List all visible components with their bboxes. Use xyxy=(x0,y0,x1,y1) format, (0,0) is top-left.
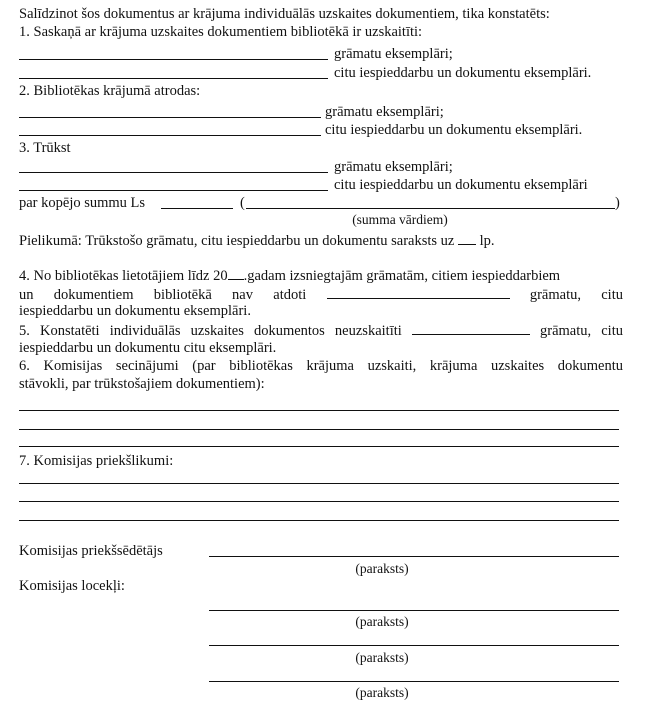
member-2-signature-caption: (paraksts) xyxy=(355,650,409,665)
s1-heading: 1. Saskaņā ar krājuma uzskaites dokumentiem bibliotēkā ir uzskaitīti: xyxy=(19,24,423,40)
s3-sum-label: par kopējo summu Ls xyxy=(19,195,146,211)
members-label: Komisijas locekļi: xyxy=(19,578,125,594)
s3-attach-pages-field[interactable] xyxy=(458,230,476,245)
member-1-signature-caption: (paraksts) xyxy=(355,614,409,629)
s3-books-label: grāmatu eksemplāri; xyxy=(334,159,453,175)
s2-heading: 2. Bibliotēkas krājumā atrodas: xyxy=(19,83,201,99)
member-3-signature-caption: (paraksts) xyxy=(355,685,409,700)
s3-books-field[interactable] xyxy=(19,172,328,173)
s7-proposals-line-2[interactable] xyxy=(19,501,619,502)
s7-proposals-line-1[interactable] xyxy=(19,483,619,484)
s3-sum-amount-field[interactable] xyxy=(161,208,233,209)
s1-other-field[interactable] xyxy=(19,78,328,79)
s4-line2-b: grāmatu, citu xyxy=(529,287,623,303)
s4-line2-a: un dokumentiem bibliotēkā nav atdoti xyxy=(19,287,307,303)
s4-line1-after: .gadam izsniegtajām grāmatām, citiem iespieddarbiem xyxy=(243,268,561,284)
s5-line1 xyxy=(19,320,623,340)
chair-label: Komisijas priekšsēdētājs xyxy=(19,543,163,559)
s1-books-field[interactable] xyxy=(19,59,328,60)
s4-line3: iespieddarbu un dokumentu eksemplāri. xyxy=(19,303,251,319)
s6-conclusions-line-2[interactable] xyxy=(19,429,619,430)
s3-attach-after: lp. xyxy=(479,233,495,249)
s4-line1 xyxy=(19,265,560,285)
s4-line1-before: 4. No bibliotēkas lietotājiem līdz 20 xyxy=(19,268,228,284)
s7-proposals-line-3[interactable] xyxy=(19,520,619,521)
s4-year-field[interactable] xyxy=(228,265,244,280)
s2-other-field[interactable] xyxy=(19,135,321,136)
s3-sum-words-field[interactable] xyxy=(246,208,615,209)
intro-text: Salīdzinot šos dokumentus ar krājuma individuālās uzskaites dokumentiem, tika konstatēts: xyxy=(19,6,550,22)
member-1-signature-line[interactable] xyxy=(209,610,619,611)
s2-other-label: citu iespieddarbu un dokumentu eksemplāri. xyxy=(325,122,583,138)
s6-conclusions-line-1[interactable] xyxy=(19,410,619,411)
member-2-signature-line[interactable] xyxy=(209,645,619,646)
s4-count-field[interactable] xyxy=(327,284,510,299)
s5-count-field[interactable] xyxy=(412,320,530,335)
s3-other-field[interactable] xyxy=(19,190,328,191)
s5-line1-a: 5. Konstatēti individuālās uzskaites dokumentos neuzskaitīti xyxy=(19,323,402,339)
s6-line2: stāvokli, par trūkstošajiem dokumentiem): xyxy=(19,376,265,392)
s3-other-label: citu iespieddarbu un dokumentu eksemplāri xyxy=(334,177,588,193)
s3-attachment-line xyxy=(19,230,495,250)
s1-books-label: grāmatu eksemplāri; xyxy=(334,46,453,62)
s1-other-label: citu iespieddarbu un dokumentu eksemplāri. xyxy=(334,65,592,81)
s3-paren-close: ) xyxy=(615,195,620,211)
s3-attach-before: Pielikumā: Trūkstošo grāmatu, citu iespieddarbu un dokumentu saraksts uz xyxy=(19,233,455,249)
s2-books-field[interactable] xyxy=(19,117,321,118)
chair-signature-line[interactable] xyxy=(209,556,619,557)
s5-line1-b: grāmatu, citu xyxy=(540,323,623,339)
s4-line2 xyxy=(19,284,623,304)
s7-heading: 7. Komisijas priekšlikumi: xyxy=(19,453,174,469)
s2-books-label: grāmatu eksemplāri; xyxy=(325,104,444,120)
s3-paren-open: ( xyxy=(240,195,245,211)
s3-heading: 3. Trūkst xyxy=(19,140,71,156)
s5-line2: iespieddarbu un dokumentu citu eksemplāri. xyxy=(19,340,277,356)
chair-signature-caption: (paraksts) xyxy=(355,561,409,576)
member-3-signature-line[interactable] xyxy=(209,681,619,682)
s3-sum-words-caption: (summa vārdiem) xyxy=(352,212,448,227)
s6-line1: 6. Komisijas secinājumi (par bibliotēkas krājuma uzskaiti, krājuma uzskaites dokumentu xyxy=(19,358,623,374)
s6-conclusions-line-3[interactable] xyxy=(19,446,619,447)
